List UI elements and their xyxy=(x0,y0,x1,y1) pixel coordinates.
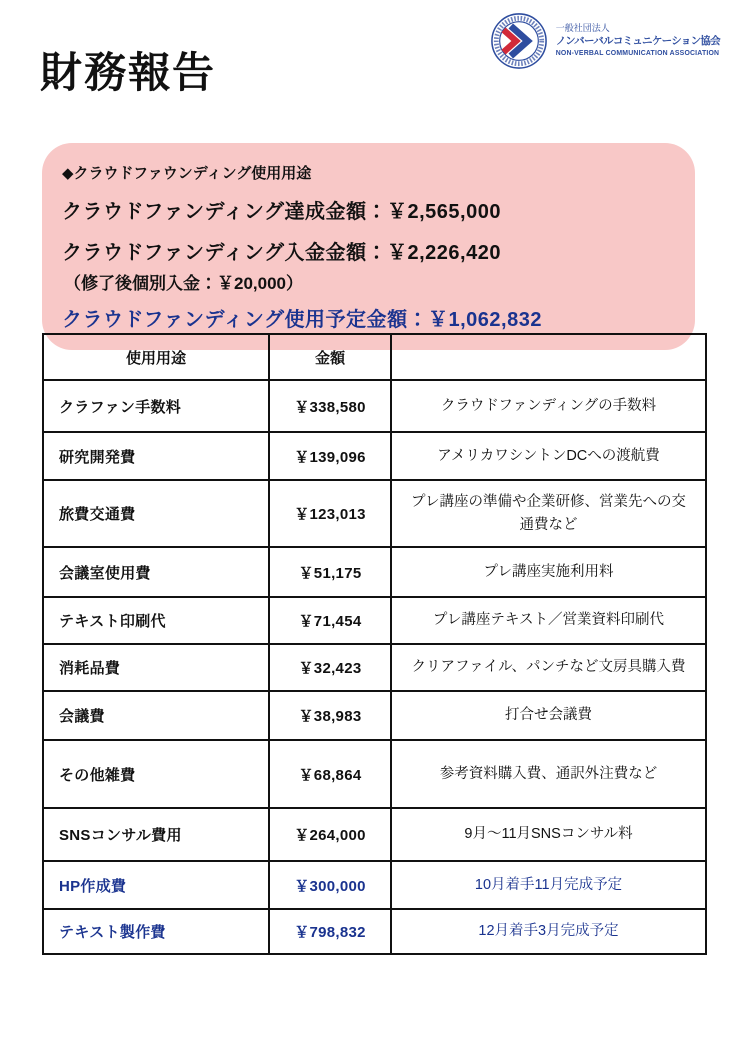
amount-cell: ￥798,832 xyxy=(269,909,391,954)
expense-table xyxy=(42,333,707,955)
individual-deposit-line: （修了後個別入金：￥20,000） xyxy=(64,274,303,293)
table-row xyxy=(43,808,706,861)
table-row xyxy=(43,861,706,909)
crowdfunding-summary-box xyxy=(42,143,695,350)
table-row xyxy=(43,644,706,691)
amount-cell: ￥71,454 xyxy=(269,597,391,644)
note-cell: プレ講座の準備や企業研修、営業先への交通費など xyxy=(391,480,706,547)
amount-cell: ￥139,096 xyxy=(269,432,391,480)
col-header-amount: 金額 xyxy=(269,334,391,380)
purpose-cell: 会議費 xyxy=(43,691,269,740)
col-header-note xyxy=(391,334,706,380)
purpose-cell: 旅費交通費 xyxy=(43,480,269,547)
note-cell: 10月着手11月完成予定 xyxy=(391,861,706,909)
amount-cell: ￥68,864 xyxy=(269,740,391,808)
amount-cell: ￥338,580 xyxy=(269,380,391,432)
purpose-cell: 研究開発費 xyxy=(43,432,269,480)
table-row xyxy=(43,740,706,808)
table-row xyxy=(43,380,706,432)
purpose-cell: 会議室使用費 xyxy=(43,547,269,597)
table-row xyxy=(43,480,706,547)
amount-cell: ￥300,000 xyxy=(269,861,391,909)
purpose-cell: クラファン手数料 xyxy=(43,380,269,432)
page-title: 財務報告 xyxy=(40,49,217,96)
amount-cell: ￥32,423 xyxy=(269,644,391,691)
table-row xyxy=(43,597,706,644)
org-emblem-icon xyxy=(490,12,548,70)
purpose-cell: その他雑費 xyxy=(43,740,269,808)
table-header-row xyxy=(43,334,706,380)
deposited-amount-line: クラウドファンディング入金金額：￥2,226,420 xyxy=(62,242,501,264)
amount-cell: ￥51,175 xyxy=(269,547,391,597)
purpose-cell: HP作成費 xyxy=(43,861,269,909)
note-cell: プレ講座テキスト／営業資料印刷代 xyxy=(391,597,706,644)
amount-cell: ￥38,983 xyxy=(269,691,391,740)
note-cell: 参考資料購入費、通訳外注費など xyxy=(391,740,706,808)
note-cell: アメリカワシントンDCへの渡航費 xyxy=(391,432,706,480)
purpose-cell: SNSコンサル費用 xyxy=(43,808,269,861)
note-cell: 9月～11月SNSコンサル料 xyxy=(391,808,706,861)
org-logo xyxy=(490,12,720,70)
note-cell: クリアファイル、パンチなど文房具購入費 xyxy=(391,644,706,691)
note-cell: クラウドファンディングの手数料 xyxy=(391,380,706,432)
purpose-cell: テキスト印刷代 xyxy=(43,597,269,644)
planned-amount-line: クラウドファンディング使用予定金額：￥1,062,832 xyxy=(62,309,542,331)
achieved-amount-line: クラウドファンディング達成金額：￥2,565,000 xyxy=(62,201,501,223)
note-cell: 打合せ会議費 xyxy=(391,691,706,740)
summary-heading: ◆クラウドファウンディング使用用途 xyxy=(62,165,312,182)
table-row xyxy=(43,432,706,480)
amount-cell: ￥264,000 xyxy=(269,808,391,861)
table-row xyxy=(43,909,706,954)
col-header-purpose: 使用用途 xyxy=(43,334,269,380)
purpose-cell: テキスト製作費 xyxy=(43,909,269,954)
org-name-label: ノンバーバルコミュニケーション協会 xyxy=(555,35,720,48)
table-row xyxy=(43,691,706,740)
note-cell: 12月着手3月完成予定 xyxy=(391,909,706,954)
org-type-label: 一般社団法人 xyxy=(555,23,610,33)
table-row xyxy=(43,547,706,597)
purpose-cell: 消耗品費 xyxy=(43,644,269,691)
org-name-en-label: NON-VERBAL COMMUNICATION ASSOCIATION xyxy=(555,50,720,58)
org-logo-text xyxy=(556,23,720,59)
note-cell: プレ講座実施利用料 xyxy=(391,547,706,597)
amount-cell: ￥123,013 xyxy=(269,480,391,547)
